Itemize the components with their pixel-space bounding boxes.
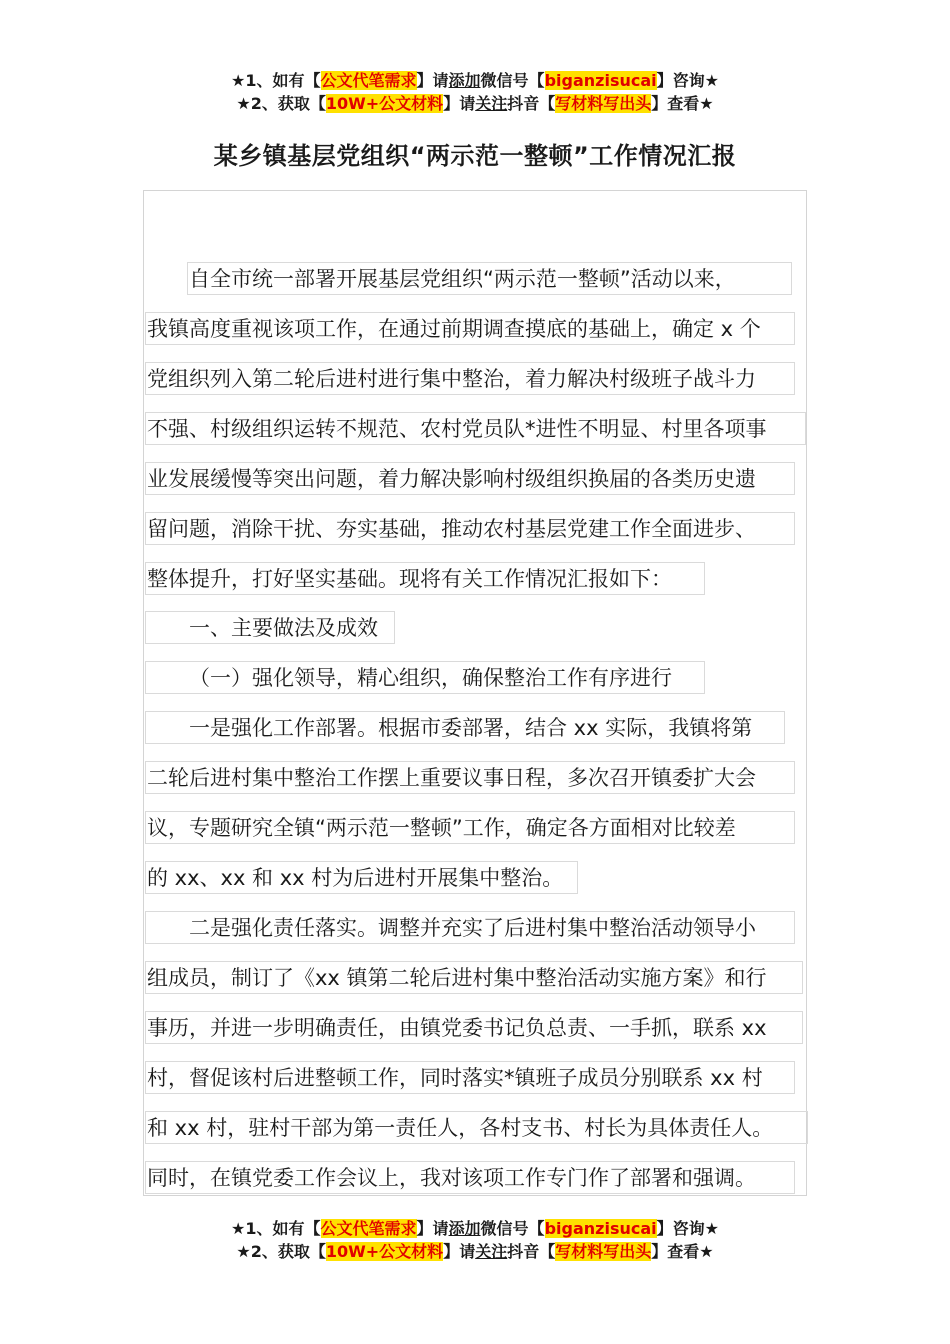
text-line-4: 不强、村级组织运转不规范、农村党员队*进性不明显、村里各项事	[145, 412, 806, 445]
text-line-18: 和 xx 村，驻村干部为第一责任人，各村支书、村长为具体责任人。	[145, 1111, 808, 1144]
text-line-14: 二是强化责任落实。调整并充实了后进村集中整治活动领导小	[145, 911, 795, 944]
banner-line-2: ★2、获取【10W+公文材料】请关注抖音【写材料写出头】查看★	[236, 1242, 714, 1261]
text-line-7: 整体提升，打好坚实基础。现将有关工作情况汇报如下：	[145, 562, 705, 595]
text-line-11: 二轮后进村集中整治工作摆上重要议事日程，多次召开镇委扩大会	[145, 761, 795, 794]
text-line-17: 村，督促该村后进整顿工作，同时落实*镇班子成员分别联系 xx 村	[145, 1061, 795, 1094]
bottom-banner	[0, 1218, 950, 1264]
highlight-douyin: 写材料写出头	[555, 1242, 652, 1261]
highlight-service: 公文代笔需求	[320, 71, 417, 90]
text-line-5: 业发展缓慢等突出问题，着力解决影响村级组织换届的各类历史遗	[145, 462, 795, 495]
banner-line-1: ★1、如有【公文代笔需求】请添加微信号【biganzisucai】咨询★	[231, 1219, 719, 1238]
top-banner	[0, 70, 950, 116]
document-title: 某乡镇基层党组织“两示范一整顿”工作情况汇报	[213, 142, 737, 170]
text-line-16: 事历，并进一步明确责任，由镇党委书记负总责、一手抓，联系 xx	[145, 1011, 803, 1044]
text-line-19: 同时，在镇党委工作会议上，我对该项工作专门作了部署和强调。	[145, 1161, 795, 1194]
heading-main-practices: 一、主要做法及成效	[145, 611, 395, 644]
text-line-3: 党组织列入第二轮后进村进行集中整治，着力解决村级班子战斗力	[145, 362, 795, 395]
text-line-1: 自全市统一部署开展基层党组织“两示范一整顿”活动以来，	[187, 262, 792, 295]
text-line-6: 留问题，消除干扰、夯实基础，推动农村基层党建工作全面进步、	[145, 512, 795, 545]
text-line-15: 组成员，制订了《xx 镇第二轮后进村集中整治活动实施方案》和行	[145, 961, 803, 994]
text-line-2: 我镇高度重视该项工作，在通过前期调查摸底的基础上，确定 x 个	[145, 312, 795, 345]
subheading-1: （一）强化领导，精心组织，确保整治工作有序进行	[145, 661, 705, 694]
highlight-materials: 10W+公文材料	[325, 1242, 444, 1261]
highlight-wechat-id: biganzisucai	[544, 1219, 657, 1238]
text-line-13: 的 xx、xx 和 xx 村为后进村开展集中整治。	[145, 861, 578, 894]
highlight-wechat-id: biganzisucai	[544, 71, 657, 90]
banner-line-1: ★1、如有【公文代笔需求】请添加微信号【biganzisucai】咨询★	[231, 71, 719, 90]
text-line-12: 议，专题研究全镇“两示范一整顿”工作，确定各方面相对比较差	[145, 811, 795, 844]
highlight-materials: 10W+公文材料	[325, 94, 444, 113]
highlight-service: 公文代笔需求	[320, 1219, 417, 1238]
text-line-10: 一是强化工作部署。根据市委部署，结合 xx 实际，我镇将第	[145, 711, 785, 744]
highlight-douyin: 写材料写出头	[555, 94, 652, 113]
banner-line-2: ★2、获取【10W+公文材料】请关注抖音【写材料写出头】查看★	[236, 94, 714, 113]
